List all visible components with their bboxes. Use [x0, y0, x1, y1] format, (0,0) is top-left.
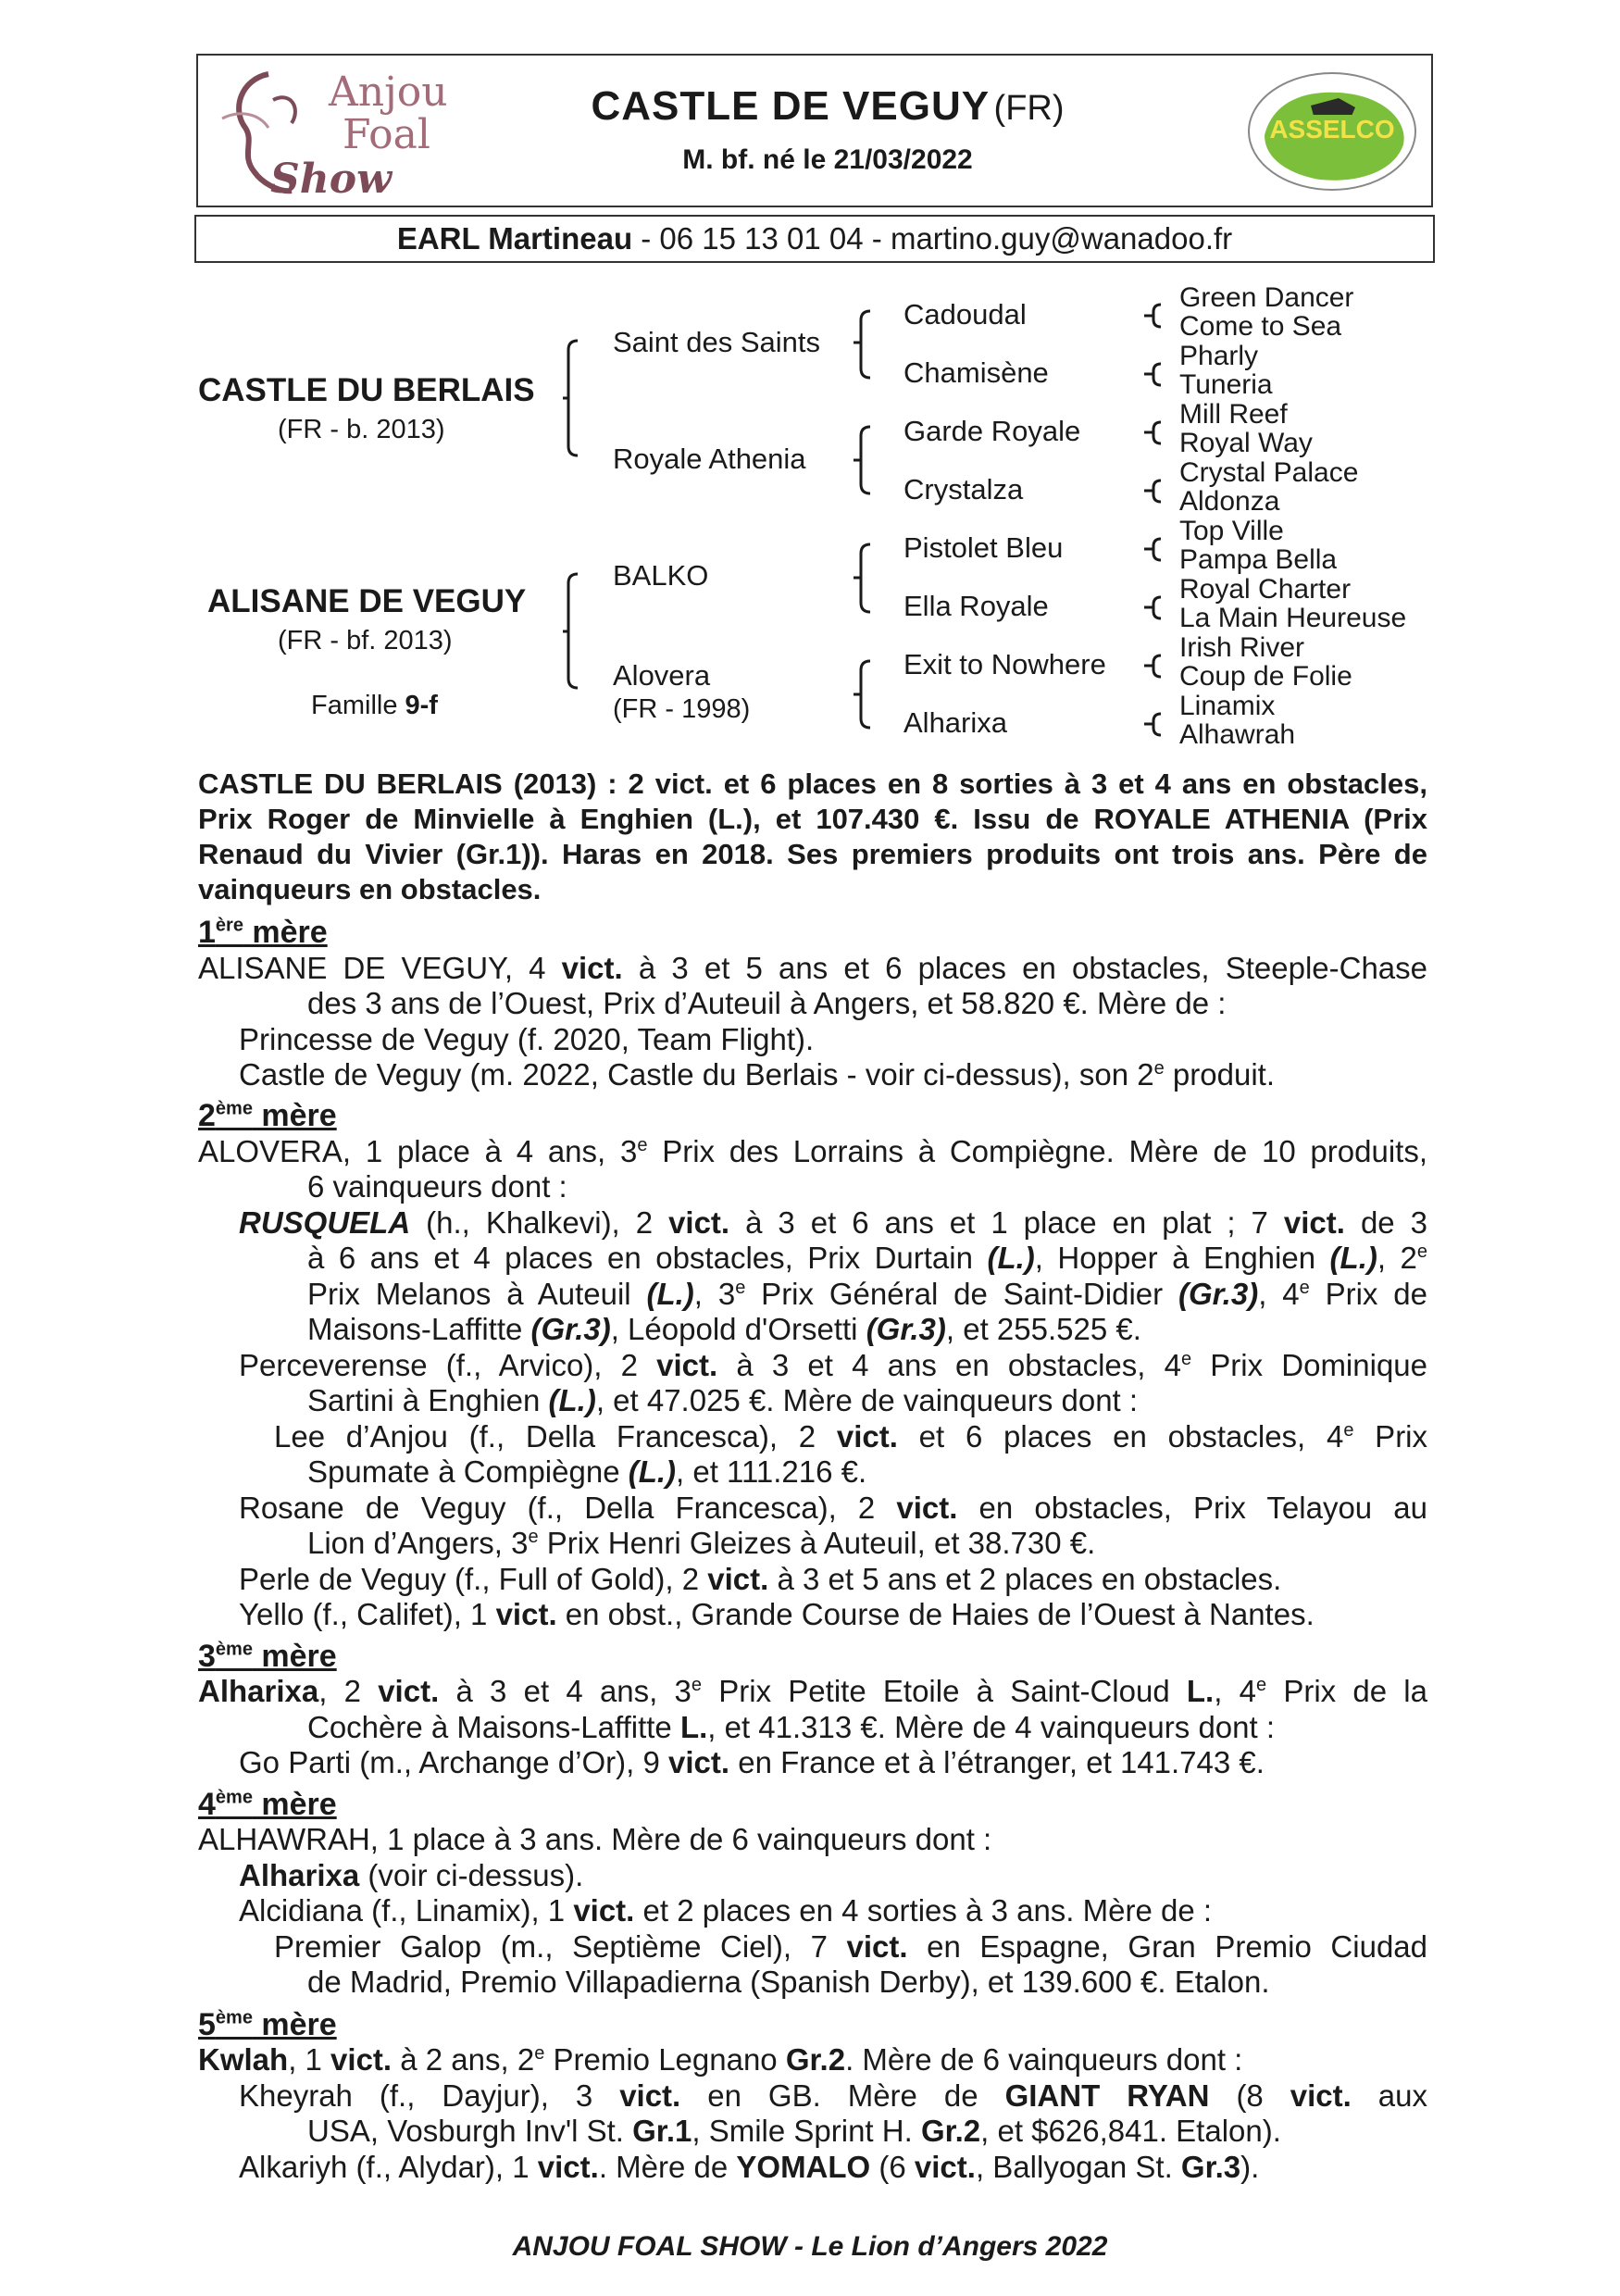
text-line: de Madrid, Premio Villapadierna (Spanish Derby), et 139.600 €. Etalon. — [307, 1965, 1270, 1999]
text-line: Maisons-Laffitte (Gr.3), Léopold d'Orsetti (Gr.3), et 255.525 €. — [307, 1312, 1141, 1346]
g3-item: Royal Way — [1179, 428, 1313, 458]
g3-item: Mill Reef — [1179, 399, 1288, 430]
text-line: Alcidiana (f., Linamix), 1 vict. et 2 places en 4 sorties à 3 ans. Mère de : — [239, 1893, 1213, 1928]
contact-details: - 06 15 13 01 04 - martino.guy@wanadoo.fr — [632, 221, 1233, 256]
logo-text-anjou: Anjou — [329, 69, 448, 116]
g1-sire-dam: Royale Athenia — [613, 443, 806, 475]
g3-item: Crystal Palace — [1179, 457, 1359, 488]
breeder-name: EARL Martineau — [396, 221, 633, 256]
horse-subtitle: M. bf. né le 21/03/2022 — [682, 144, 973, 175]
dam-name: ALISANE DE VEGUY — [207, 583, 527, 619]
text-line: Rosane de Veguy (f., Della Francesca), 2 vict. en obstacles, Prix Telayou au — [239, 1491, 1427, 1525]
g1-sire-sire: Saint des Saints — [613, 326, 821, 358]
text-line: Perle de Veguy (f., Full of Gold), 2 vict. à 3 et 5 ans et 2 places en obstacles. — [239, 1562, 1282, 1596]
heading-sup: ème — [215, 1639, 253, 1660]
g3-item: Pharly — [1179, 341, 1259, 371]
heading-word: mère — [252, 1098, 337, 1133]
text-line: Premier Galop (m., Septième Ciel), 7 vict. en Espagne, Gran Premio Ciudad — [274, 1929, 1427, 1964]
g2-item: Ella Royale — [903, 590, 1049, 622]
text-line: des 3 ans de l’Ouest, Prix d’Auteuil à Angers, et 58.820 €. Mère de : — [307, 986, 1227, 1020]
title-suffix: (FR) — [993, 89, 1065, 128]
g2-item: Exit to Nowhere — [903, 648, 1106, 680]
section-heading-1 — [198, 915, 328, 951]
g1-dam-dam-info: (FR - 1998) — [613, 694, 751, 724]
g2-item: Pistolet Bleu — [903, 531, 1064, 564]
section-heading-2 — [198, 1098, 337, 1134]
dam-info: (FR - bf. 2013) — [278, 626, 453, 655]
section-heading-4 — [198, 1787, 337, 1823]
text-line: Princesse de Veguy (f. 2020, Team Flight). — [239, 1022, 815, 1056]
text-line: Alkariyh (f., Alydar), 1 vict.. Mère de YOMALO (6 vict., Ballyogan St. Gr.3). — [239, 2150, 1260, 2184]
horse-title: CASTLE DE VEGUY — [591, 83, 991, 129]
family-line — [311, 691, 438, 721]
g2-item: Chamisène — [903, 356, 1049, 389]
logo-text-show: Show — [270, 156, 392, 203]
heading-sup: ème — [215, 2007, 253, 2028]
text-line: Sartini à Enghien (L.), et 47.025 €. Mère de vainqueurs dont : — [307, 1383, 1139, 1417]
text-line: Castle de Veguy (m. 2022, Castle du Berlais - voir ci-dessus), son 2e produit. — [239, 1057, 1275, 1092]
heading-word: mère — [243, 915, 328, 950]
g1-dam-dam: Alovera — [613, 659, 711, 692]
text-line: ALISANE DE VEGUY, 4 vict. à 3 et 5 ans et 6 places en obstacles, Steeple-Chase — [198, 951, 1428, 985]
text-line: 6 vainqueurs dont : — [307, 1169, 567, 1204]
heading-sup: ème — [215, 1098, 253, 1119]
g1-dam-sire: BALKO — [613, 559, 709, 592]
text-line: Lion d’Angers, 3e Prix Henri Gleizes à Auteuil, et 38.730 €. — [307, 1526, 1096, 1560]
g3-item: La Main Heureuse — [1179, 603, 1407, 633]
heading-number: 5 — [198, 2007, 216, 2042]
sire-name: CASTLE DU BERLAIS — [198, 372, 535, 408]
g3-item: Tuneria — [1179, 369, 1273, 400]
heading-number: 2 — [198, 1098, 216, 1133]
text-line: Spumate à Compiègne (L.), et 111.216 €. — [307, 1454, 867, 1489]
text-line: Alharixa (voir ci-dessus). — [239, 1858, 584, 1892]
text-line: USA, Vosburgh Inv'l St. Gr.1, Smile Sprint H. Gr.2, et $626,841. Etalon). — [307, 2114, 1281, 2148]
g3-item: Irish River — [1179, 632, 1305, 663]
g2-item: Crystalza — [903, 473, 1024, 505]
g3-item: Pampa Bella — [1179, 544, 1338, 575]
heading-sup: ère — [215, 915, 243, 936]
heading-word: mère — [252, 1787, 337, 1822]
heading-word: mère — [252, 2007, 337, 2042]
logo-text-foal: Foal — [343, 111, 430, 158]
section-heading-3 — [198, 1639, 337, 1675]
asselco-label: ASSELCO — [1269, 115, 1395, 144]
heading-number: 1 — [198, 915, 216, 950]
text-line: RUSQUELA (h., Khalkevi), 2 vict. à 3 et 6 ans et 1 place en plat ; 7 vict. de 3 — [239, 1205, 1427, 1240]
g2-item: Cadoudal — [903, 298, 1027, 331]
page-footer: ANJOU FOAL SHOW - Le Lion d’Angers 2022 — [512, 2231, 1108, 2262]
text-line: Kwlah, 1 vict. à 2 ans, 2e Premio Legnano Gr.2. Mère de 6 vainqueurs dont : — [198, 2042, 1243, 2077]
g3-item: Top Ville — [1179, 516, 1284, 546]
g3-item: Come to Sea — [1179, 311, 1342, 342]
g3-item: Alhawrah — [1179, 719, 1296, 750]
text-line: Cochère à Maisons-Laffitte L., et 41.313 €. Mère de 4 vainqueurs dont : — [307, 1710, 1276, 1744]
g3-item: Royal Charter — [1179, 574, 1352, 605]
heading-sup: ème — [215, 1787, 253, 1808]
text-line: Perceverense (f., Arvico), 2 vict. à 3 et 4 ans en obstacles, 4e Prix Dominique — [239, 1348, 1428, 1382]
family-number: 9-f — [405, 691, 438, 720]
text-line: Lee d’Anjou (f., Della Francesca), 2 vict. et 6 places en obstacles, 4e Prix — [274, 1419, 1428, 1454]
section-heading-5 — [198, 2007, 337, 2043]
heading-number: 3 — [198, 1639, 216, 1674]
g3-item: Linamix — [1179, 691, 1276, 721]
heading-number: 4 — [198, 1787, 216, 1822]
text-line: Yello (f., Califet), 1 vict. en obst., Grande Course de Haies de l’Ouest à Nantes. — [239, 1597, 1315, 1631]
text-line: Go Parti (m., Archange d’Or), 9 vict. en France et à l’étranger, et 141.743 €. — [239, 1745, 1265, 1779]
g3-item: Aldonza — [1179, 486, 1280, 517]
family-label: Famille — [311, 691, 405, 720]
text-line: à 6 ans et 4 places en obstacles, Prix Durtain (L.), Hopper à Enghien (L.), 2e — [307, 1241, 1427, 1275]
sire-summary: CASTLE DU BERLAIS (2013) : 2 vict. et 6 places en 8 sorties à 3 et 4 ans en obstacles, Prix Roger de Minvielle à Enghien (L.), et 107.430 €. Issu de ROYALE ATHENIA (Prix Renaud du Vivier (Gr.1)). Haras en 2018. Ses premiers produits ont trois ans. Père de vainqueurs en obstacles. — [198, 767, 1427, 905]
g3-item: Green Dancer — [1179, 282, 1354, 313]
text-line: ALOVERA, 1 place à 4 ans, 3e Prix des Lorrains à Compiègne. Mère de 10 produits, — [198, 1134, 1427, 1168]
g3-item: Coup de Folie — [1179, 661, 1352, 692]
text-line: Prix Melanos à Auteuil (L.), 3e Prix Général de Saint-Didier (Gr.3), 4e Prix de — [307, 1277, 1427, 1311]
heading-word: mère — [252, 1639, 337, 1674]
g2-item: Garde Royale — [903, 415, 1081, 447]
text-line: ALHAWRAH, 1 place à 3 ans. Mère de 6 vainqueurs dont : — [198, 1822, 992, 1856]
text-line: Alharixa, 2 vict. à 3 et 4 ans, 3e Prix Petite Etoile à Saint-Cloud L., 4e Prix de la — [198, 1674, 1427, 1708]
text-line: Kheyrah (f., Dayjur), 3 vict. en GB. Mère de GIANT RYAN (8 vict. aux — [239, 2078, 1428, 2113]
g2-item: Alharixa — [903, 706, 1007, 739]
sire-info: (FR - b. 2013) — [278, 415, 445, 444]
